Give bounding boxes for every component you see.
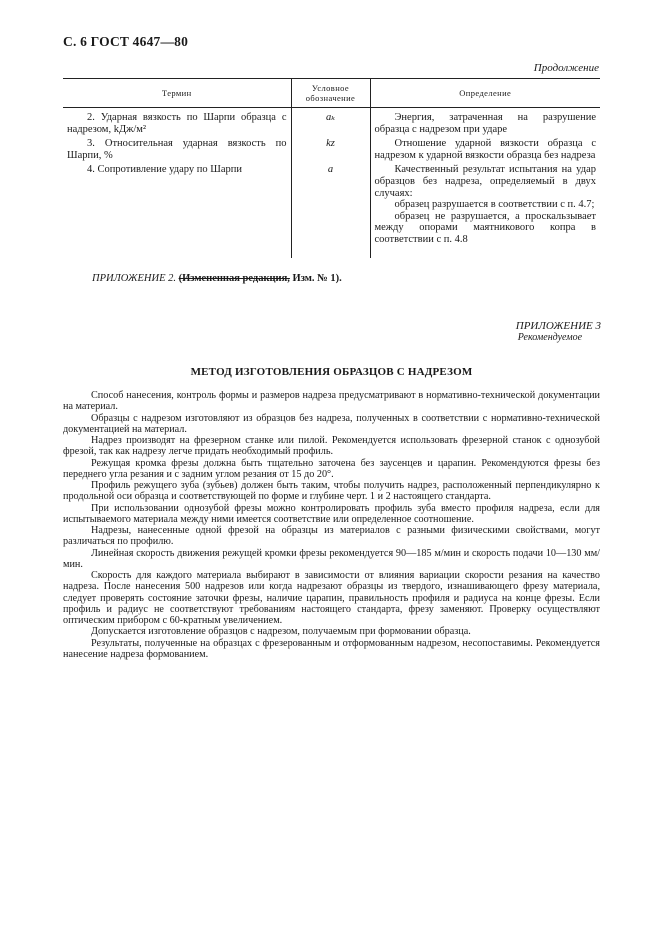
column-header-definition: Определение bbox=[370, 79, 600, 108]
appendix-3-subtitle: Рекомендуемое bbox=[517, 332, 583, 343]
appendix-2-note bbox=[92, 273, 342, 284]
column-header-term: Термин bbox=[63, 79, 291, 108]
definition-text: Энергия, затраченная на разрушение образца с надрезом при ударе bbox=[374, 112, 596, 135]
paragraph: Допускается изготовление образцов с надрезом, получаемым при формовании образца. bbox=[91, 626, 471, 638]
paragraph: Надрез производят на фрезерном станке или пилой. Рекомендуется использовать фрезерной станок с однозубой фрезой, так как надрезу легче придать необходимый профиль. bbox=[63, 435, 600, 458]
term-cell: 4. Сопротивление удару по Шарпи bbox=[87, 164, 242, 176]
symbol-cell: aₖ bbox=[291, 108, 370, 139]
definition-text: Качественный результат испытания на удар образцов без надреза, определяемый в двух случаях: bbox=[374, 164, 596, 199]
paragraph: При использовании однозубой фрезы можно контролировать профиль зуба вместо профиля надреза, если для испытываемого материала между ними имеется соответствие или определенное соотношение. bbox=[63, 502, 600, 525]
body-text bbox=[63, 390, 600, 660]
table-row bbox=[63, 164, 600, 257]
table-row bbox=[63, 108, 600, 139]
continuation-label: Продолжение bbox=[533, 62, 599, 74]
definition-text: образец не разрушается, а проскальзывает между опорами маятникового копра в соответствии с п. 4.8 bbox=[374, 210, 596, 245]
section-title: МЕТОД ИЗГОТОВЛЕНИЯ ОБРАЗЦОВ С НАДРЕЗОМ bbox=[190, 366, 473, 378]
symbol-cell: kz bbox=[291, 138, 370, 164]
definition-text: образец разрушается в соответствии с п. 4.7; bbox=[394, 199, 595, 211]
change-reference: Изм. № 1). bbox=[292, 273, 342, 284]
definition-cell bbox=[370, 108, 600, 139]
paragraph: Режущая кромка фрезы должна быть тщательно заточена без заусенцев и царапин. Рекомендуются фрезы без переднего угла резания и с задним углом резания от 15 до 20°. bbox=[63, 457, 600, 480]
definition-cell bbox=[370, 138, 600, 164]
definition-cell bbox=[370, 164, 600, 257]
term-cell: 3. Относительная ударная вязкость по Шарпи, % bbox=[67, 138, 287, 161]
definition-text: Отношение ударной вязкости образца с надрезом к ударной вязкости образца без надреза bbox=[374, 138, 596, 161]
page-header: С. 6 ГОСТ 4647—80 bbox=[63, 34, 189, 49]
term-cell: 2. Ударная вязкость по Шарпи образца с надрезом, kДж/м² bbox=[67, 112, 287, 135]
symbol-cell: a bbox=[291, 164, 370, 257]
appendix-3-heading bbox=[516, 320, 601, 344]
appendix-3-title: ПРИЛОЖЕНИЕ 3 bbox=[515, 320, 601, 332]
terms-table bbox=[63, 78, 600, 258]
paragraph: Надрезы, нанесенные одной фрезой на образцы из материалов с разными физическими свойствами, могут различаться по профилю. bbox=[63, 525, 600, 548]
change-note: (Измененная редакция, bbox=[178, 273, 290, 284]
paragraph: Способ нанесения, контроль формы и размеров надреза предусматривают в нормативно-технической документации на материал. bbox=[63, 390, 600, 413]
column-header-symbol: Условное обозначение bbox=[291, 79, 370, 108]
paragraph: Профиль режущего зуба (зубьев) должен быть таким, чтобы получить надрез, расположенный перпендикулярно к продольной оси образца и соответствующей по форме и глубине черт. 1 и 2 настоящего стандарта. bbox=[63, 480, 600, 503]
table-row bbox=[63, 138, 600, 164]
paragraph: Скорость для каждого материала выбирают в зависимости от влияния вариации скорости резания на качество надреза. После нанесения 500 надрезов или когда надрезают образцы из твердого, изнашивающего фрезу материала, следует проверять состояние заточки фрезы, наличие царапин, правильность профиля и радиуса на конце фрезы. Если профиль и радиус не соответствуют требованиям настоящего стандарта, фрезу заменяют. Проверку осуществляют оптическим прибором с 60-кратным увеличением. bbox=[63, 570, 600, 626]
appendix-2-label: ПРИЛОЖЕНИЕ 2. bbox=[92, 273, 176, 284]
paragraph: Линейная скорость движения режущей кромки фрезы рекомендуется 90—185 м/мин и скорость подачи 10—130 мм/мин. bbox=[63, 547, 600, 570]
paragraph: Образцы с надрезом изготовляют из образцов без надреза, полученных в соответствии с нормативно-технической документацией на материал. bbox=[63, 412, 600, 435]
paragraph: Результаты, полученные на образцах с фрезерованным и отформованным надрезом, несопоставимы. Рекомендуется нанесение надреза формованием. bbox=[63, 637, 600, 660]
